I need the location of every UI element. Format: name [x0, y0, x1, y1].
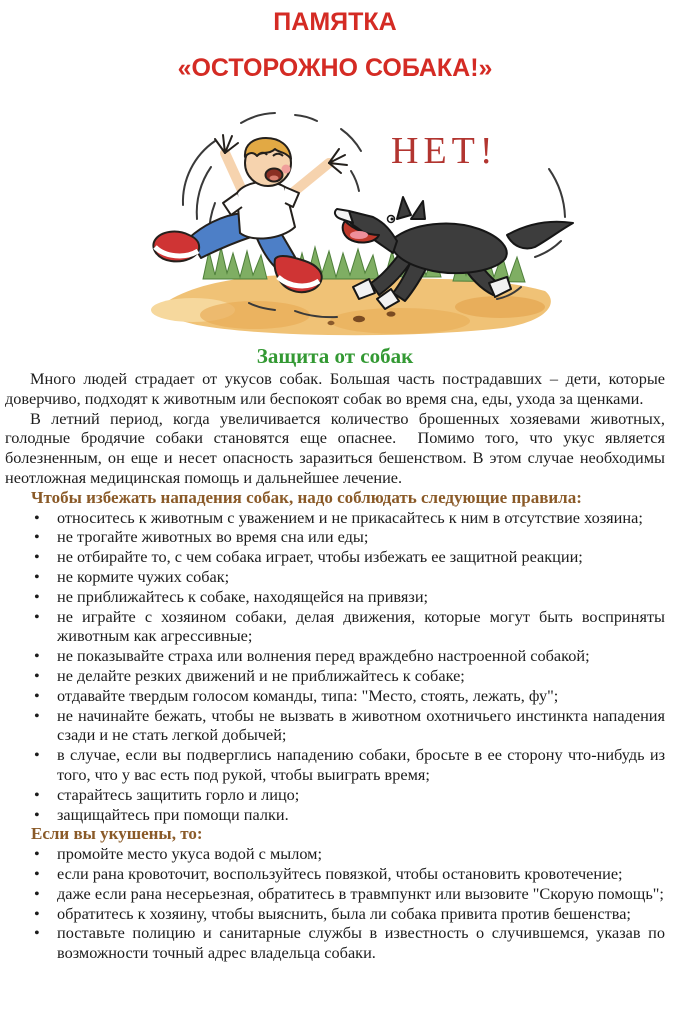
- list-item: • не делайте резких движений и не приближайтесь к собаке;: [5, 666, 665, 686]
- list-item: • промойте место укуса водой с мылом;: [5, 844, 665, 864]
- list-item: • отдавайте твердым голосом команды, типа: "Место, стоять, лежать, фу";: [5, 686, 665, 706]
- list-item: • не показывайте страха или волнения перед враждебно настроенной собакой;: [5, 646, 665, 666]
- list-item: • если рана кровоточит, воспользуйтесь повязкой, чтобы остановить кровотечение;: [5, 864, 665, 884]
- list-item: • поставьте полицию и санитарные службы в известность о случившемся, указав по возможности точный адрес владельца собаки.: [5, 923, 665, 963]
- list-item: • не приближайтесь к собаке, находящейся на привязи;: [5, 587, 665, 607]
- list-item: • в случае, если вы подверглись нападению собаки, бросьте в ее сторону что-нибудь из того, что у вас есть под рукой, чтобы выиграть время;: [5, 745, 665, 785]
- paragraph-1: Много людей страдает от укусов собак. Большая часть пострадавших – дети, которые доверчиво, подходят к животным или беспокоят собак во время сна, еды, ухода за щенками.: [5, 369, 665, 408]
- section-heading: Защита от собак: [256, 344, 414, 368]
- net-exclamation: НЕТ!: [391, 130, 498, 172]
- illustration-svg: [145, 107, 577, 339]
- list-item: • относитесь к животным с уважением и не прикасайтесь к ним в отсутствие хозяина;: [5, 508, 665, 528]
- list-item: • защищайтесь при помощи палки.: [5, 805, 665, 825]
- list-item: • даже если рана несерьезная, обратитесь в травмпункт или вызовите "Скорую помощь";: [5, 884, 665, 904]
- bitten-list: [5, 844, 665, 963]
- page-subtitle: «ОСТОРОЖНО СОБАКА!»: [177, 54, 493, 82]
- list-item: • обратитесь к хозяину, чтобы выяснить, была ли собака привита против бешенства;: [5, 904, 665, 924]
- list-item: • не кормите чужих собак;: [5, 567, 665, 587]
- rules-heading: Чтобы избежать нападения собак, надо соблюдать следующие правила:: [31, 487, 582, 507]
- list-item: • не начинайте бежать, чтобы не вызвать в животном охотничьего инстинкта нападения сзади и не стать легкой добычей;: [5, 706, 665, 746]
- list-item: • не отбирайте то, с чем собака играет, чтобы избежать ее защитной реакции;: [5, 547, 665, 567]
- list-item: • старайтесь защитить горло и лицо;: [5, 785, 665, 805]
- paragraph-2: В летний период, когда увеличивается количество брошенных хозяевами животных, голодные бродячие собаки становятся еще опаснее. Помимо того, что укус является болезненным, он еще и несет опасность заразиться бешенством. В этом случае необходимы неотложная медицинская помощь и дальнейшее лечение.: [5, 408, 665, 487]
- page-title: ПАМЯТКА: [273, 8, 397, 36]
- document-body: [5, 369, 665, 963]
- list-item: • не трогайте животных во время сна или еды;: [5, 527, 665, 547]
- bitten-heading: Если вы укушены, то:: [31, 824, 203, 844]
- list-item: • не играйте с хозяином собаки, делая движения, которые могут быть восприняты животным как агрессивные;: [5, 607, 665, 647]
- rules-list: [5, 508, 665, 825]
- illustration: [145, 107, 577, 339]
